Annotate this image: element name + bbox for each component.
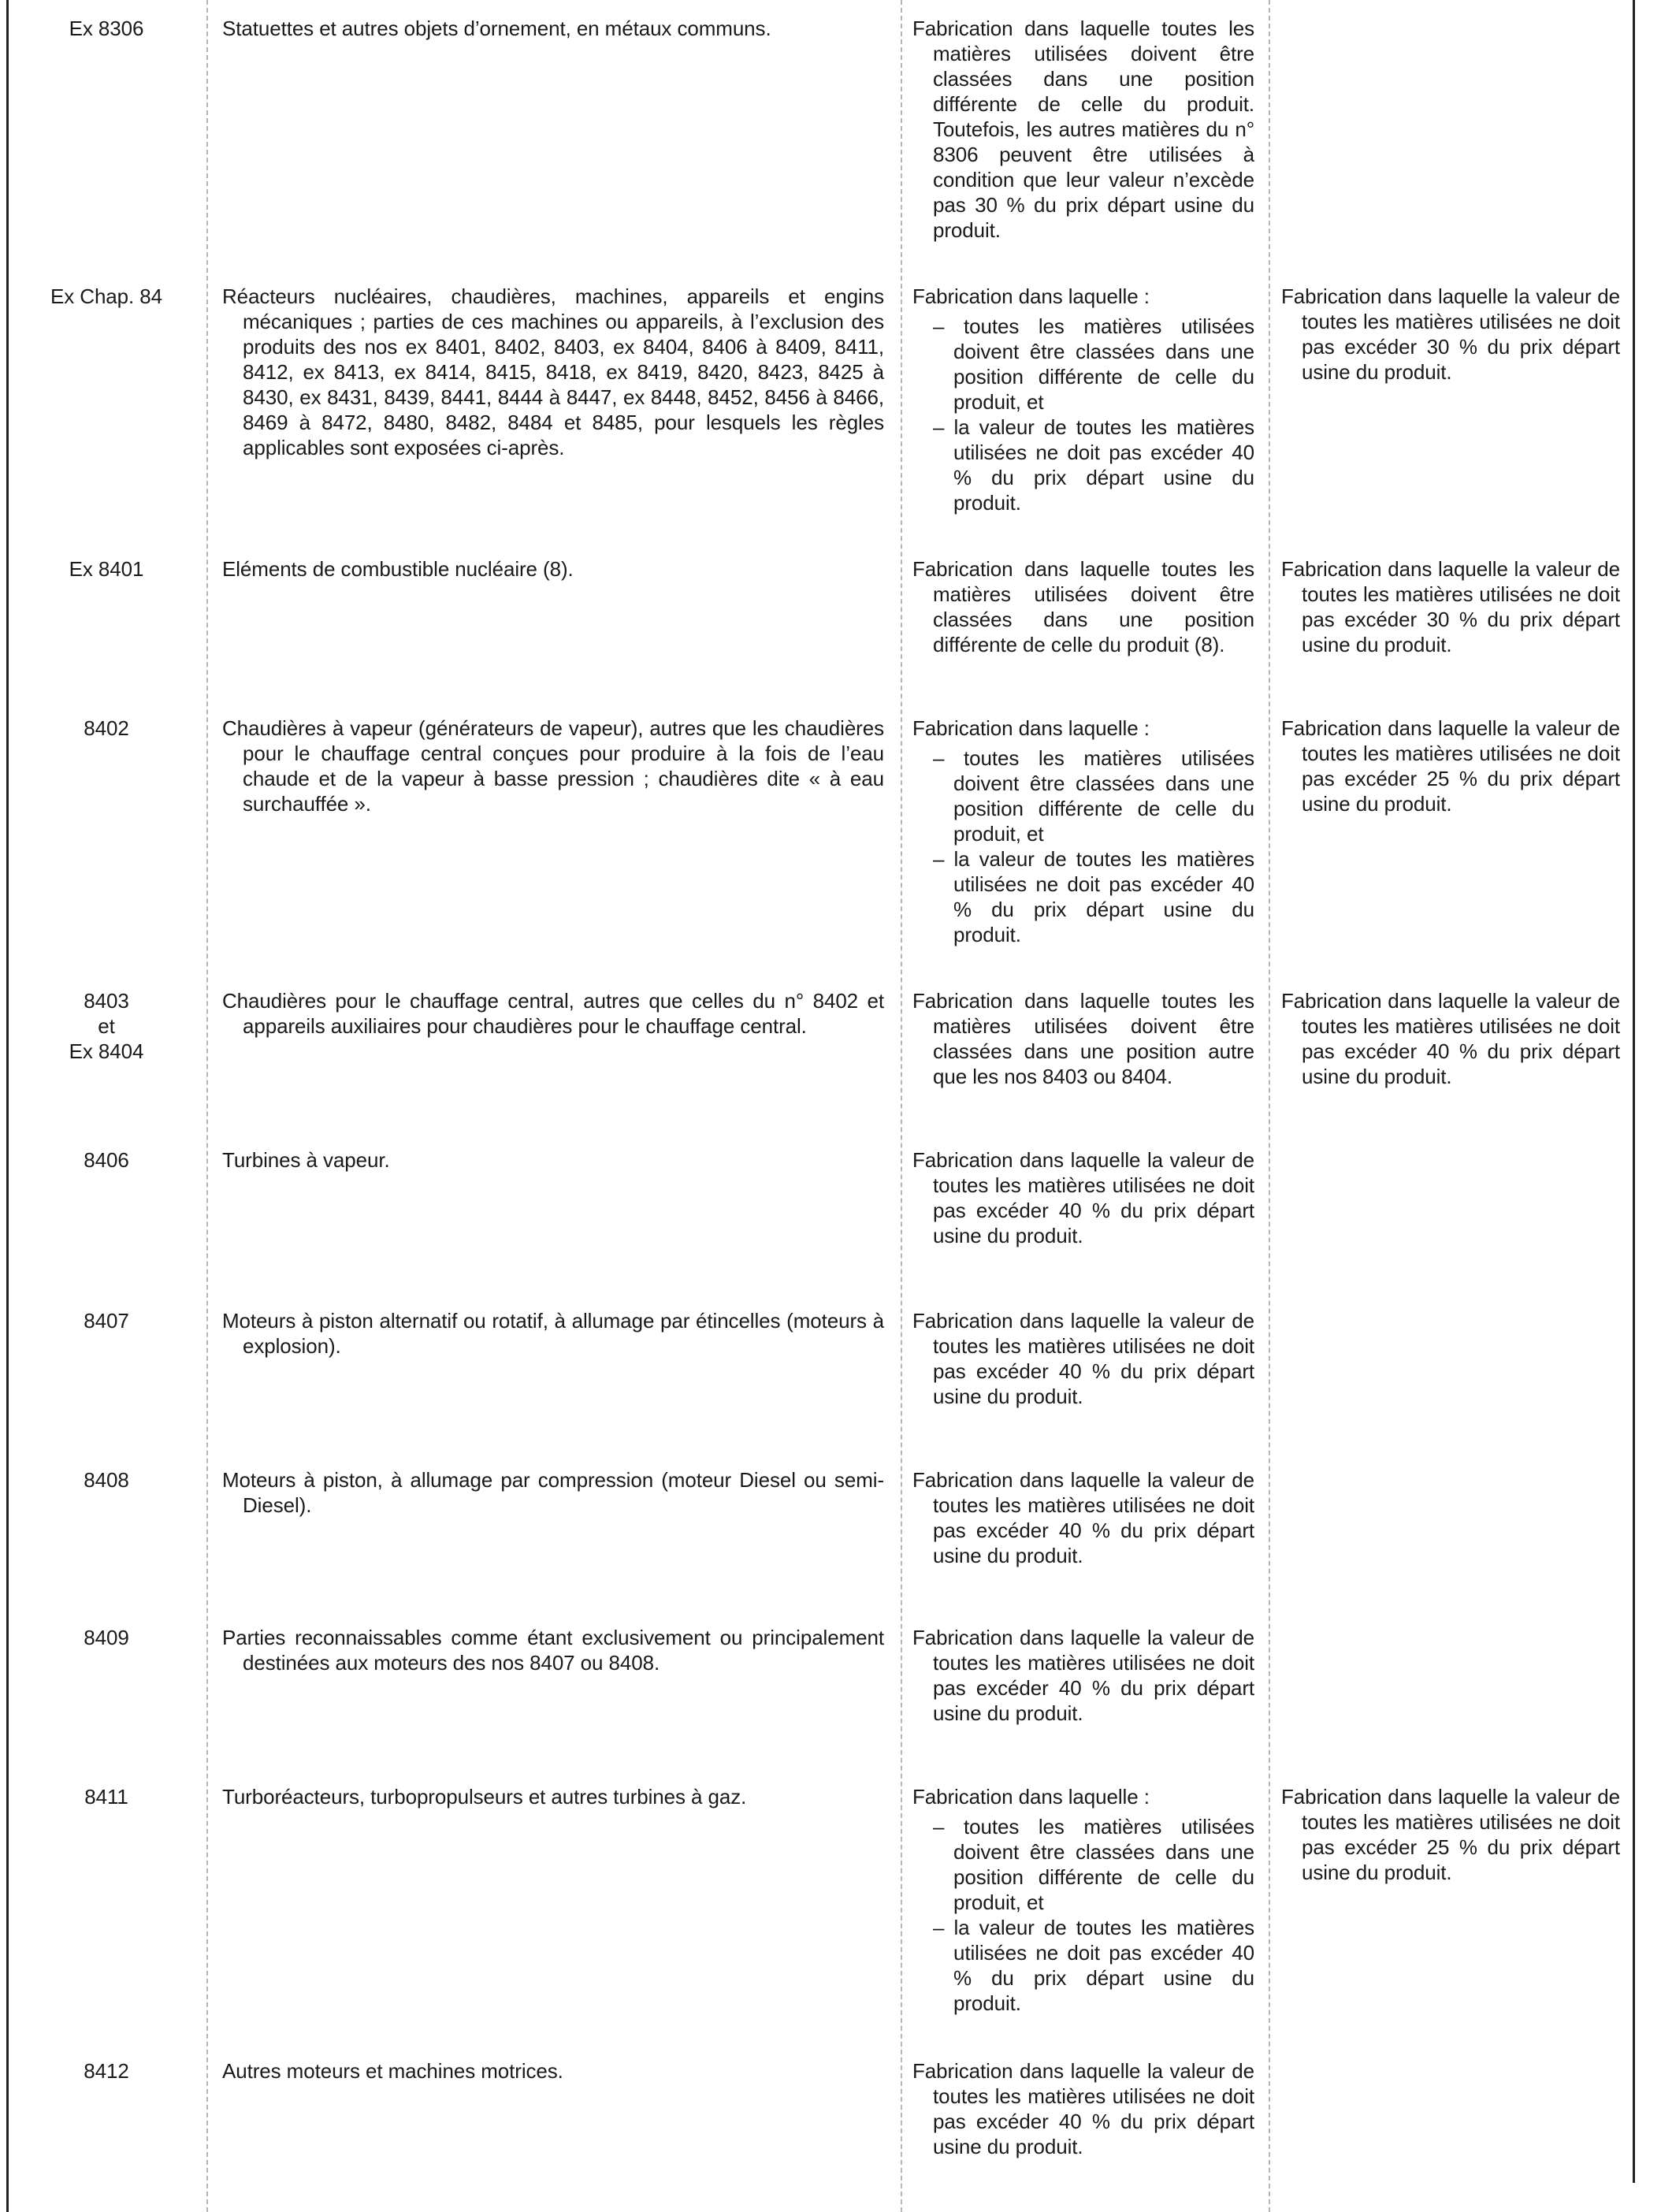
product-description: Moteurs à piston, à allumage par compression (moteur Diesel ou semi-Diesel). bbox=[222, 1468, 884, 1517]
processing-rule bbox=[912, 716, 1254, 947]
heading-line: 8403 bbox=[84, 989, 129, 1013]
heading-number: 8412 bbox=[84, 2059, 129, 2083]
heading-number: 8402 bbox=[84, 716, 129, 740]
heading-number: Ex Chap. 84 bbox=[50, 284, 162, 308]
rule-condition: – toutes les matières utilisées doivent être classées dans une position différente de celle du produit, et bbox=[933, 1815, 1254, 1914]
processing-rule bbox=[912, 284, 1254, 515]
table-right-border bbox=[1633, 0, 1635, 2183]
rule-condition: – la valeur de toutes les matières utilisées ne doit pas excéder 40 % du prix départ usine du produit. bbox=[933, 415, 1254, 515]
heading-number: 8406 bbox=[84, 1148, 129, 1172]
product-description: Eléments de combustible nucléaire (8). bbox=[222, 557, 574, 581]
heading-number: Ex 8306 bbox=[69, 17, 144, 40]
rule-lead: Fabrication dans laquelle : bbox=[912, 284, 1150, 308]
heading-line: et bbox=[98, 1014, 115, 1038]
processing-rule: Fabrication dans laquelle toutes les matières utilisées doivent être classées dans une position différente de celle du produit. Toutefois, les autres matières du n° 8306 peuvent être utilisées à condition que leur valeur n’excède pas 30 % du prix départ usine du produit. bbox=[912, 17, 1254, 242]
column-divider-3 bbox=[1269, 0, 1270, 2212]
alternative-rule: Fabrication dans laquelle la valeur de toutes les matières utilisées ne doit pas excéder 40 % du prix départ usine du produit. bbox=[1281, 989, 1620, 1088]
column-divider-2 bbox=[901, 0, 902, 2212]
rule-condition: – toutes les matières utilisées doivent être classées dans une position différente de celle du produit, et bbox=[933, 314, 1254, 414]
alternative-rule: Fabrication dans laquelle la valeur de toutes les matières utilisées ne doit pas excéder 25 % du prix départ usine du produit. bbox=[1281, 716, 1620, 816]
rule-condition: – la valeur de toutes les matières utilisées ne doit pas excéder 40 % du prix départ usine du produit. bbox=[933, 1916, 1254, 2015]
processing-rule: Fabrication dans laquelle la valeur de toutes les matières utilisées ne doit pas excéder 40 % du prix départ usine du produit. bbox=[912, 2059, 1254, 2158]
processing-rule: Fabrication dans laquelle la valeur de toutes les matières utilisées ne doit pas excéder 40 % du prix départ usine du produit. bbox=[912, 1309, 1254, 1408]
rule-condition: – toutes les matières utilisées doivent être classées dans une position différente de celle du produit, et bbox=[933, 746, 1254, 846]
heading-number: 8408 bbox=[84, 1468, 129, 1492]
rule-lead: Fabrication dans laquelle : bbox=[912, 716, 1150, 740]
table-left-border bbox=[6, 0, 9, 2212]
product-description: Moteurs à piston alternatif ou rotatif, à allumage par étincelles (moteurs à explosion). bbox=[222, 1309, 884, 1358]
heading-line: Ex 8404 bbox=[69, 1039, 144, 1063]
product-description: Statuettes et autres objets d’ornement, en métaux communs. bbox=[222, 17, 771, 40]
product-description: Chaudières pour le chauffage central, autres que celles du n° 8402 et appareils auxiliaires pour chaudières pour le chauffage central. bbox=[222, 989, 884, 1038]
product-description: Réacteurs nucléaires, chaudières, machines, appareils et engins mécaniques ; parties de ces machines ou appareils, à l’exclusion des produits des nos ex 8401, 8402, 8403, ex 8404, 8406 à 8409, 8411, 8412, ex 8413, ex 8414, 8415, 8418, ex 8419, 8420, 8423, 8425 à 8430, ex 8431, 8439, 8441, 8444 à 8447, ex 8448, 8452, 8456 à 8466, 8469 à 8472, 8480, 8482, 8484 et 8485, pour lesquels les règles applicables sont exposées ci-après. bbox=[222, 284, 884, 459]
heading-number: 8407 bbox=[84, 1309, 129, 1333]
product-description: Chaudières à vapeur (générateurs de vapeur), autres que les chaudières pour le chauffage central conçues pour produire à la fois de l’eau chaude et de la vapeur à basse pression ; chaudières dite « à eau surchauffée ». bbox=[222, 716, 884, 816]
processing-rule bbox=[912, 1784, 1254, 2016]
rule-condition: – la valeur de toutes les matières utilisées ne doit pas excéder 40 % du prix départ usine du produit. bbox=[933, 847, 1254, 946]
processing-rule: Fabrication dans laquelle toutes les matières utilisées doivent être classées dans une position différente de celle du produit (8). bbox=[912, 557, 1254, 656]
rule-lead: Fabrication dans laquelle : bbox=[912, 1785, 1150, 1809]
heading-number bbox=[24, 988, 189, 1064]
heading-number: 8411 bbox=[84, 1785, 128, 1809]
heading-number: Ex 8401 bbox=[69, 557, 144, 581]
alternative-rule: Fabrication dans laquelle la valeur de toutes les matières utilisées ne doit pas excéder 30 % du prix départ usine du produit. bbox=[1281, 557, 1620, 656]
processing-rule: Fabrication dans laquelle toutes les matières utilisées doivent être classées dans une position autre que les nos 8403 ou 8404. bbox=[912, 989, 1254, 1088]
product-description: Parties reconnaissables comme étant exclusivement ou principalement destinées aux moteurs des nos 8407 ou 8408. bbox=[222, 1626, 884, 1675]
alternative-rule: Fabrication dans laquelle la valeur de toutes les matières utilisées ne doit pas excéder 30 % du prix départ usine du produit. bbox=[1281, 284, 1620, 384]
processing-rule: Fabrication dans laquelle la valeur de toutes les matières utilisées ne doit pas excéder 40 % du prix départ usine du produit. bbox=[912, 1626, 1254, 1725]
column-divider-1 bbox=[206, 0, 208, 2212]
processing-rule: Fabrication dans laquelle la valeur de toutes les matières utilisées ne doit pas excéder 40 % du prix départ usine du produit. bbox=[912, 1148, 1254, 1247]
heading-number: 8409 bbox=[84, 1626, 129, 1649]
product-description: Turbines à vapeur. bbox=[222, 1148, 390, 1172]
product-description: Autres moteurs et machines motrices. bbox=[222, 2059, 563, 2083]
processing-rule: Fabrication dans laquelle la valeur de toutes les matières utilisées ne doit pas excéder 40 % du prix départ usine du produit. bbox=[912, 1468, 1254, 1567]
product-description: Turboréacteurs, turbopropulseurs et autres turbines à gaz. bbox=[222, 1785, 747, 1809]
alternative-rule: Fabrication dans laquelle la valeur de toutes les matières utilisées ne doit pas excéder 25 % du prix départ usine du produit. bbox=[1281, 1785, 1620, 1884]
